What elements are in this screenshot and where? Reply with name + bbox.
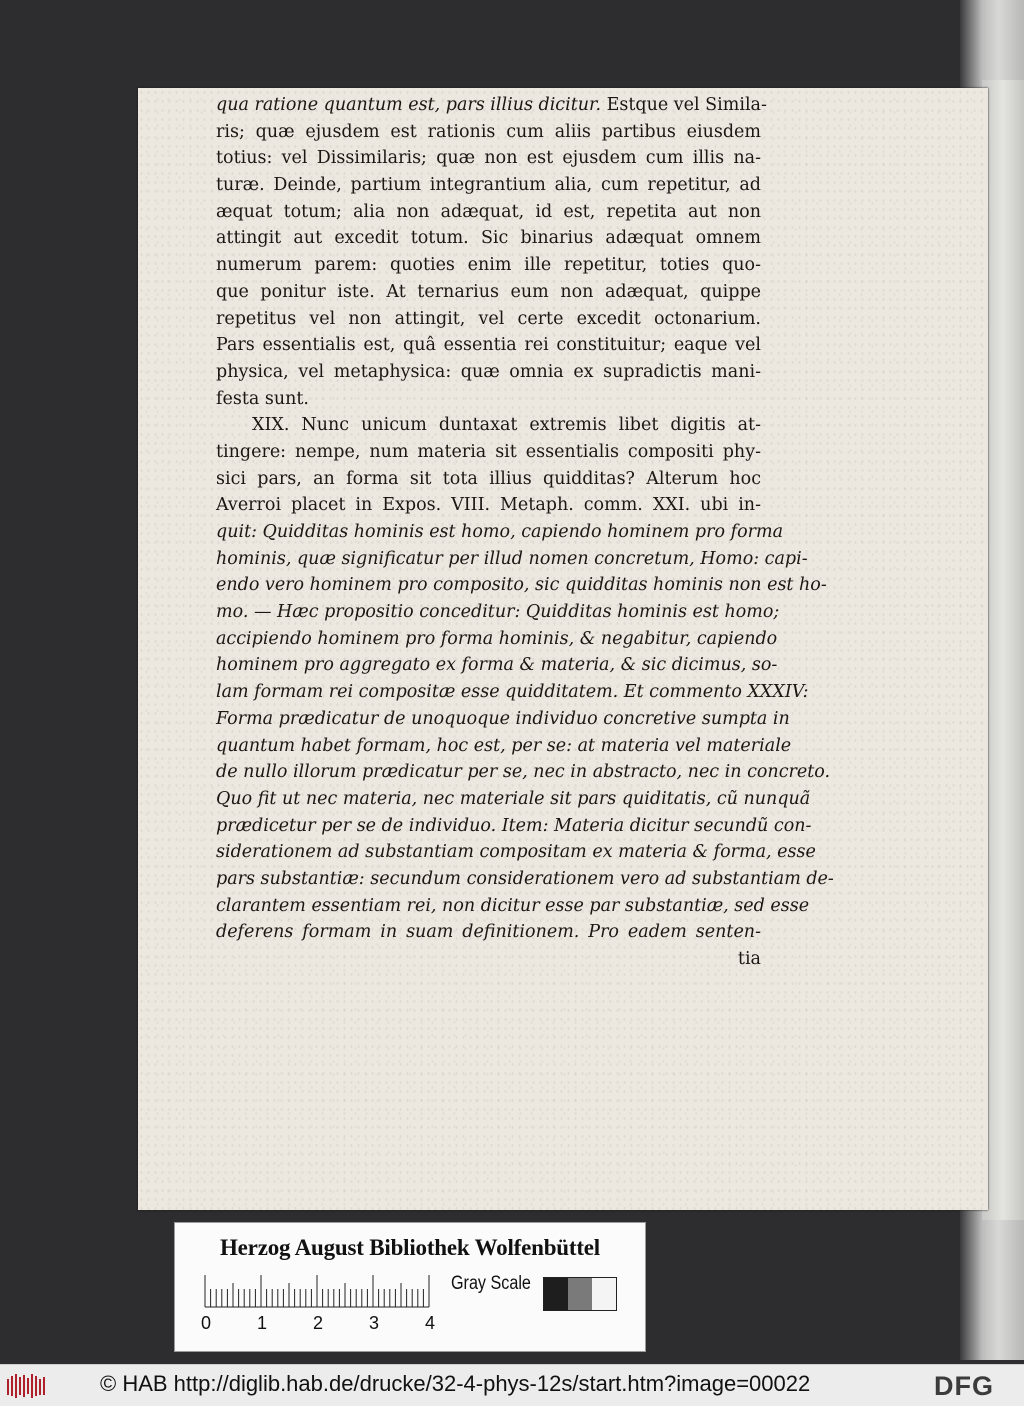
- text-line: turæ. Deinde, partium integrantium alia, cum repetitur, ad: [216, 175, 761, 196]
- text-line: siderationem ad substantiam compositam ex materia & forma, esse: [216, 842, 816, 863]
- text-line: hominis, quæ significatur per illud nomen concretum, Homo: capi-: [216, 548, 808, 569]
- ruler-label: 0: [201, 1313, 212, 1333]
- text-line-1: [216, 92, 767, 119]
- text-line: mo. — Hæc propositio conceditur: Quidditas hominis est homo;: [216, 602, 780, 623]
- gray-swatch-mid: [568, 1278, 592, 1310]
- text-line: pars substantiæ: secundum considerationem vero ad substantiam de-: [216, 868, 834, 889]
- gray-swatch-light: [592, 1278, 616, 1310]
- text-line: repetitus vel non attingit, vel certe excedit octonarium.: [216, 308, 761, 329]
- text-line: attingit aut excedit totum. Sic binarius adæquat omnem: [216, 228, 761, 249]
- text-line-section-xix: XIX. Nunc unicum duntaxat extremis libet digitis at-: [252, 415, 761, 436]
- text-line: ris; quæ ejusdem est rationis cum aliis partibus eiusdem: [216, 121, 761, 142]
- text-line: sici pars, an forma sit tota illius quidditas? Alterum hoc: [216, 468, 761, 489]
- text-line: quit: Quidditas hominis est homo, capiendo hominem pro forma: [216, 522, 784, 542]
- text-line: hominem pro aggregato ex forma & materia, & sic dicimus, so-: [216, 655, 778, 676]
- text-line: Pars essentialis est, quâ essentia rei constituitur; eaque vel: [216, 335, 761, 356]
- text-line: accipiendo hominem pro forma hominis, & negabitur, capiendo: [216, 628, 778, 649]
- text-line: lam formam rei compositæ esse quidditatem. Et commento XXXIV:: [216, 682, 809, 703]
- footer-bar: [0, 1364, 1024, 1406]
- page-text: [216, 92, 834, 973]
- text-line: Forma prædicatur de unoquoque individuo concretive sumpta in: [216, 708, 790, 729]
- library-title: Herzog August Bibliothek Wolfenbüttel: [219, 1235, 601, 1260]
- text-line: endo vero hominem pro composito, sic quidditas hominis non est ho-: [216, 575, 827, 596]
- text-line: que ponitur iste. At ternarius eum non adæquat, quippe: [216, 281, 761, 302]
- text-line: Averroi placet in Expos. VIII. Metaph. comm. XXI. ubi in-: [216, 495, 761, 516]
- ruler-label: 1: [257, 1313, 268, 1333]
- text-line-1-roman: Estque vel Simila-: [601, 95, 767, 115]
- copyright-url[interactable]: © HAB http://diglib.hab.de/drucke/32-4-phys-12s/start.htm?image=00022: [100, 1371, 811, 1396]
- hab-logo-icon: [6, 1373, 46, 1399]
- text-line: numerum parem: quoties enim ille repetitur, toties quo-: [216, 255, 761, 276]
- text-line: prædicetur per se de individuo. Item: Materia dicitur secundũ con-: [216, 815, 812, 836]
- text-line-1-italic: qua ratione quantum est, pars illius dicitur.: [216, 95, 602, 115]
- text-line: æquat totum; alia non adæquat, id est, repetita aut non: [216, 201, 761, 222]
- text-line: de nullo illorum prædicatur per se, nec in abstracto, nec in concreto.: [216, 762, 831, 783]
- dfg-logo: DFG: [934, 1371, 994, 1401]
- gray-swatch-dark: [544, 1278, 568, 1310]
- book-edge-inner: [982, 80, 1024, 1220]
- ruler-label: 3: [369, 1313, 380, 1333]
- text-line: deferens formam in suam definitionem. Pro eadem senten-: [216, 922, 761, 943]
- text-line: quantum habet formam, hoc est, per se: at materia vel materiale: [216, 735, 792, 756]
- text-line: Quo fit ut nec materia, nec materiale sit pars quiditatis, cũ nunquã: [216, 788, 811, 809]
- text-line: clarantem essentiam rei, non dicitur esse par substantiæ, sed esse: [216, 895, 810, 916]
- text-line: physica, vel metaphysica: quæ omnia ex supradictis mani-: [216, 361, 761, 382]
- ruler-labels: [197, 1313, 457, 1337]
- ruler-label: 4: [425, 1313, 436, 1333]
- text-line: tingere: nempe, num materia sit essentialis compositi phy-: [216, 441, 761, 462]
- catchword: tia: [737, 949, 761, 969]
- text-line: totius: vel Dissimilaris; quæ non est ejusdem cum illis na-: [216, 148, 761, 169]
- reference-card: [174, 1222, 646, 1352]
- text-line: festa sunt.: [216, 388, 309, 409]
- ruler-label: 2: [313, 1313, 324, 1333]
- gray-scale-label: Gray Scale: [451, 1273, 531, 1294]
- gray-scale-swatch: [543, 1277, 617, 1311]
- ruler-scale: [203, 1273, 433, 1313]
